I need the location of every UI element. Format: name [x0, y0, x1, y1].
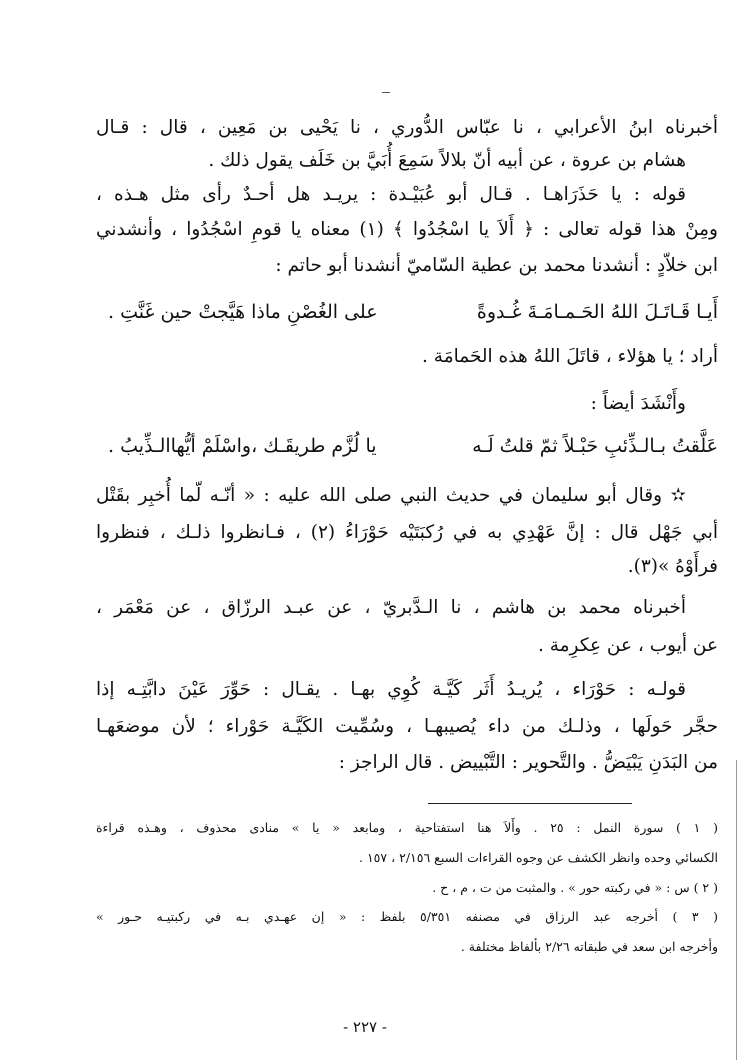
hadith-line: فرأَوْهُ »(٣).	[627, 556, 718, 577]
top-mark	[382, 92, 390, 93]
isnad-line: عن أيوب ، عن عِكرِمة .	[537, 635, 718, 656]
isnad-line: أخبرناه محمد بن هاشم ، نا الـدَّبريّ ، عن عبـد الرزّاق ، عن مَعْمَر ،	[96, 597, 686, 618]
body-line: أراد ؛ يا هؤلاء ، قاتَلَ اللهُ هذه الحَمامَة .	[422, 346, 718, 367]
explain-line: حجَّر حَولَها ، وذلـك من داء يُصيبهـا ، وسُمِّيت الكَيَّـة حَوْراء ؛ لأن موضعَهـا	[96, 716, 718, 737]
hadith-line: أبي جَهْل قال : إنَّ عَهْدِي به في رُكبَتَيْه حَوْرَاءُ (٢) ، فـانظروا ذلـك ، فنظروا	[96, 522, 718, 543]
page-number: - ٢٢٧ -	[343, 1018, 387, 1036]
body-line: هشام بن عروة ، عن أبيه أنّ بلالاً سَمِعَ أُبَيَّ بن خَلَف يقول ذلك .	[208, 150, 686, 171]
footnote-line: ( ٣ ) أخرجه عبد الرزاق في مصنفه ٥/٣٥١ بلفظ : « إن عهـدي بـه في ركبتيـه حـور »	[96, 909, 719, 924]
explain-line: قولـه : حَوْرَاء ، يُريـدُ أَثَر كَيَّـة كُوِي بهـا . يقـال : حَوِّرَ عَيْنَ دابَّتِـه إذا	[96, 679, 686, 700]
footnote-separator	[428, 803, 632, 804]
body-line: قوله : يا حَذَرَاهـا . قـال أبو عُبَيْـدة : يريـد هل أحـدٌ رأى مثل هـذه ،	[96, 184, 686, 205]
body-line: ابن خلاّدٍ : أنشدنا محمد بن عطية السّاميّ أنشدنا أبو حاتم :	[275, 255, 718, 276]
verse1-second-hemistich: على الغُصْنِ ماذا هَيَّجتْ حين غَنَّتِ .	[108, 301, 378, 323]
verse1-first-hemistich: أَيـا قَـاتَـلَ اللهُ الحَـمـامَـةَ غُـدوةً	[476, 301, 718, 323]
body-line: أخبرناه ابنُ الأعرابي ، نا عبّاس الدُّوري ، نا يَحْيى بن مَعِين ، قال : قـال	[96, 117, 718, 138]
footnote-line: ( ١ ) سورة النمل : ٢٥ . وأَلاَ هنا استفتاحية ، ومابعد « يا » منادى محذوف ، وهـذه قراءة	[96, 820, 718, 835]
body-line: وأَنْشَدَ أيضاً :	[590, 393, 686, 414]
footnote-line: وأخرجه ابن سعد في طبقاته ٢/٢٦ بألفاظ مختلفة .	[460, 939, 718, 954]
right-edge-rule	[736, 760, 737, 1060]
verse2-first-hemistich: عَلَّقتُ بـالـذِّئبِ حَبْـلاً ثمّ قلتُ لَـه	[472, 435, 718, 457]
footnote-line: ( ٢ ) س : « في ركبته حور » . والمثبت من ت ، م ، ح .	[432, 880, 718, 895]
explain-line: من البَدَنِ يَبْيَضُّ . والتَّحوير : التَّبْييض . قال الراجز :	[338, 752, 718, 773]
body-line: ومِنْ هذا قوله تعالى : ﴿ أَلاَ يا اسْجُدُوا ﴾ (١) معناه يا قومِ اسْجُدُوا ، وأنشدني	[96, 219, 718, 240]
footnote-line: الكسائي وحده وانظر الكشف عن وجوه القراءات السبع ٢/١٥٦ ، ١٥٧ .	[359, 850, 718, 865]
verse2-second-hemistich: يا لُزَّم طريقَـك ،واسْلَمْ أيُّهاالـذِّيبُ .	[108, 435, 377, 457]
hadith-line: ✫ وقال أبو سليمان في حديث النبي صلى الله عليه : « أنّـه لّما أُخبِر بقَتْل	[96, 485, 686, 506]
